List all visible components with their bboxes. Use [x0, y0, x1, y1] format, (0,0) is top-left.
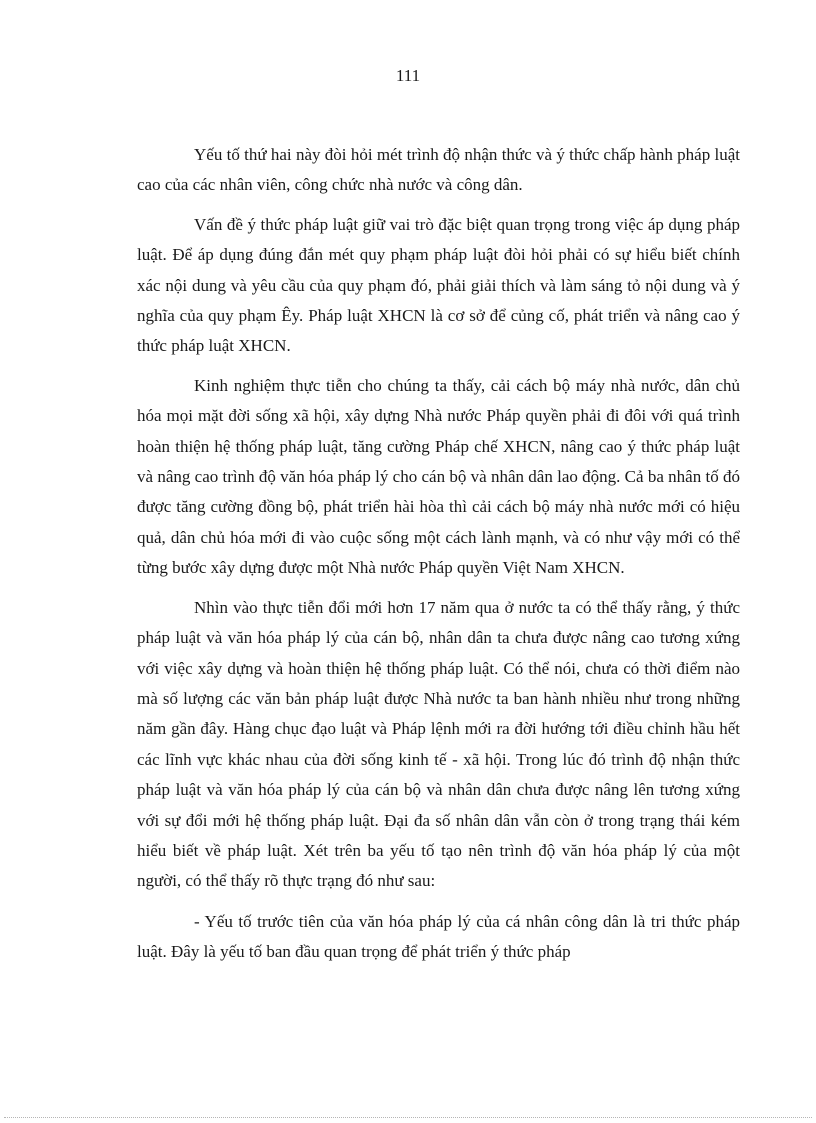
paragraph-1: Yếu tố thứ hai này đòi hỏi mét trình độ nhận thức và ý thức chấp hành pháp luật cao của các nhân viên, công chức nhà nước và công dân. — [137, 145, 740, 195]
page-bottom-border — [4, 1117, 812, 1118]
page-number: 111 — [395, 66, 421, 85]
body-text — [137, 140, 740, 977]
paragraph-5: - Yếu tố trước tiên của văn hóa pháp lý của cá nhân công dân là tri thức pháp luật. Đây là yếu tố ban đầu quan trọng để phát triển ý thức pháp — [137, 911, 740, 962]
paragraph-3: Kinh nghiệm thực tiễn cho chúng ta thấy, cải cách bộ máy nhà nước, dân chủ hóa mọi mặt đời sống xã hội, xây dựng Nhà nước Pháp quyền phải đi đôi với quá trình hoàn thiện hệ thống pháp luật, tăng cường Pháp chế XHCN, nâng cao ý thức pháp luật và nâng cao trình độ văn hóa pháp lý cho cán bộ và nhân dân lao động. Cả ba nhân tố đó được tăng cường đồng bộ, phát triển hài hòa thì cải cách bộ máy nhà nước mới có hiệu quả, dân chủ hóa mới đi vào cuộc sống một cách lành mạnh, và có như vậy mới có thể từng bước xây dựng được một Nhà nước Pháp quyền Việt Nam XHCN. — [137, 375, 740, 578]
paragraph-2: Vấn đề ý thức pháp luật giữ vai trò đặc biệt quan trọng trong việc áp dụng pháp luật. Để áp dụng đúng đắn mét quy phạm pháp luật đòi hỏi phải có sự hiểu biết chính xác nội dung và yêu cầu của quy phạm đó, phải giải thích và làm sáng tỏ nội dung và ý nghĩa của quy phạm Êy. Pháp luật XHCN là cơ sở để củng cố, phát triển và nâng cao ý thức pháp luật XHCN. — [137, 214, 740, 356]
paragraph-4: Nhìn vào thực tiễn đổi mới hơn 17 năm qua ở nước ta có thể thấy rằng, ý thức pháp luật và văn hóa pháp lý của cán bộ, nhân dân ta chưa được nâng cao tương xứng với việc xây dựng và hoàn thiện hệ thống pháp luật. Có thể nói, chưa có thời điểm nào mà số lượng các văn bản pháp luật được Nhà nước ta ban hành nhiều như trong những năm gần đây. Hàng chục đạo luật và Pháp lệnh mới ra đời hướng tới điều chỉnh hầu hết các lĩnh vực khác nhau của đời sống kinh tế - xã hội. Trong lúc đó trình độ nhận thức pháp luật và văn hóa pháp lý của cán bộ và nhân dân chưa được nâng lên tương xứng với sự đổi mới hệ thống pháp luật. Đại đa số nhân dân vẫn còn ở trong trạng thái kém hiểu biết về pháp luật. Xét trên ba yếu tố tạo nên trình độ văn hóa pháp lý của một người, có thể thấy rõ thực trạng đó như sau: — [137, 597, 740, 891]
